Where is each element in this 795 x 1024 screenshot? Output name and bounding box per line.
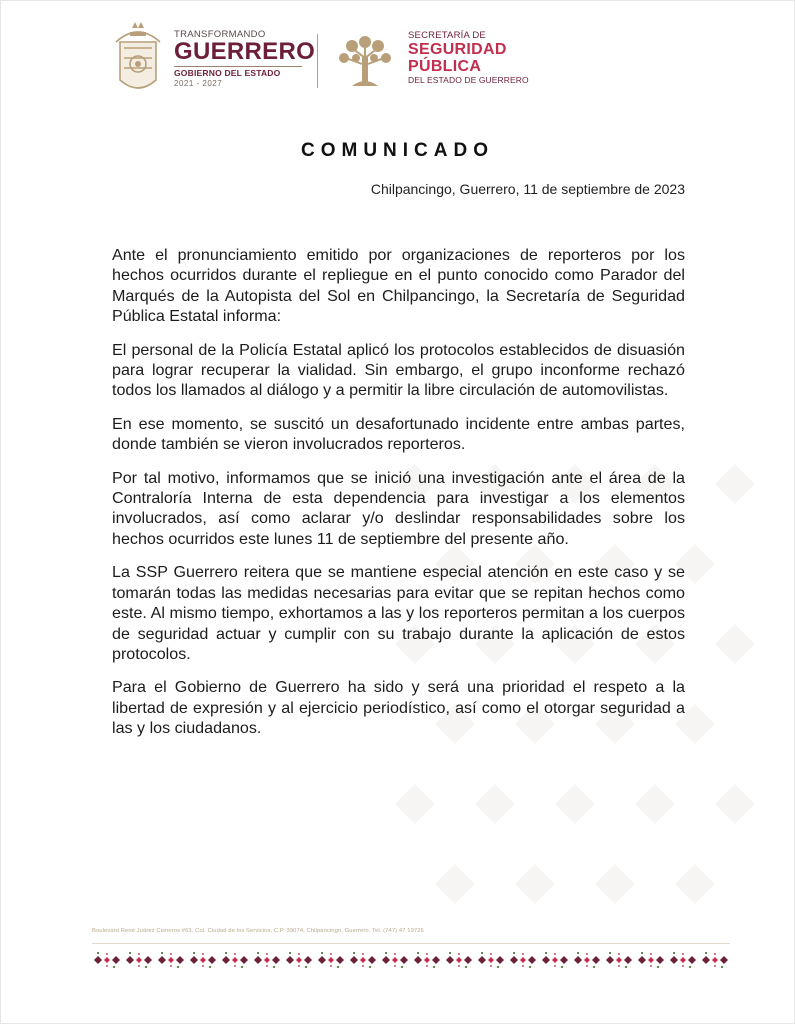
paragraph: El personal de la Policía Estatal aplicó los protocolos establecidos de disuasión para lograr recuperar la vialidad. Sin embargo, el grupo inconforme rechazó todos los llamados al diálogo y a permitir la libre circulación de automovilistas. [112, 340, 685, 400]
footer-embroidery-pattern-icon [90, 950, 730, 970]
footer-rule [92, 943, 730, 944]
paragraph: Por tal motivo, informamos que se inició una investigación ante el área de la Contraloría Interna de esta dependencia para investigar a los elementos involucrados, así como aclarar y/o deslindar responsabilidades sobre los hechos ocurridos este lunes 11 de septiembre del presente año. [112, 468, 685, 548]
document-title: COMUNICADO [301, 140, 494, 161]
state-government-brand [174, 29, 324, 90]
footer-address: Boulevard René Juárez Cisneros #63, Col. Ciudad de los Servicios, C.P. 39074, Chilpancingo, Guerrero. Tel. (747) 47 19726 [92, 928, 424, 934]
brand-tagline: TRANSFORMANDO [174, 29, 266, 40]
header-divider [317, 34, 318, 88]
ssp-line2: SEGURIDAD [408, 41, 507, 58]
ssp-line4: DEL ESTADO DE GUERRERO [408, 75, 529, 85]
document-body [112, 245, 685, 752]
ssp-brand [408, 30, 578, 86]
ssp-line1: SECRETARÍA DE [408, 30, 486, 41]
paragraph: Ante el pronunciamiento emitido por organizaciones de reporteros por los hechos ocurridos durante el repliegue en el punto conocido como Parador del Marqués de la Autopista del Sol en Chilpancingo, la Secretaría de Seguridad Pública Estatal informa: [112, 246, 685, 326]
brand-rule [174, 66, 302, 67]
brand-subtitle: GOBIERNO DEL ESTADO [174, 68, 281, 78]
ssp-line3: PÚBLICA [408, 58, 482, 75]
brand-name: GUERRERO [174, 38, 316, 65]
document-date: Chilpancingo, Guerrero, 11 de septiembre de 2023 [370, 181, 685, 197]
paragraph: La SSP Guerrero reitera que se mantiene especial atención en este caso y se tomarán todas las medidas necesarias para evitar que se repitan hechos como este. Al mismo tiempo, exhortamos a las y los reporteros permitan a los cuerpos de seguridad actuar y cumplir con su trabajo durante la aplicación de estos protocolos. [112, 563, 685, 663]
ssp-tree-logo-icon [332, 28, 398, 90]
paragraph: En ese momento, se suscitó un desafortunado incidente entre ambas partes, donde también se vieron involucrados reporteros. [112, 414, 685, 454]
paragraph: Para el Gobierno de Guerrero ha sido y será una prioridad el respeto a la libertad de expresión y al ejercicio periodístico, así como el otorgar seguridad a las y los ciudadanos. [112, 678, 685, 738]
state-seal-icon [110, 20, 166, 98]
brand-years: 2021 - 2027 [174, 79, 223, 88]
letterhead [110, 20, 560, 100]
